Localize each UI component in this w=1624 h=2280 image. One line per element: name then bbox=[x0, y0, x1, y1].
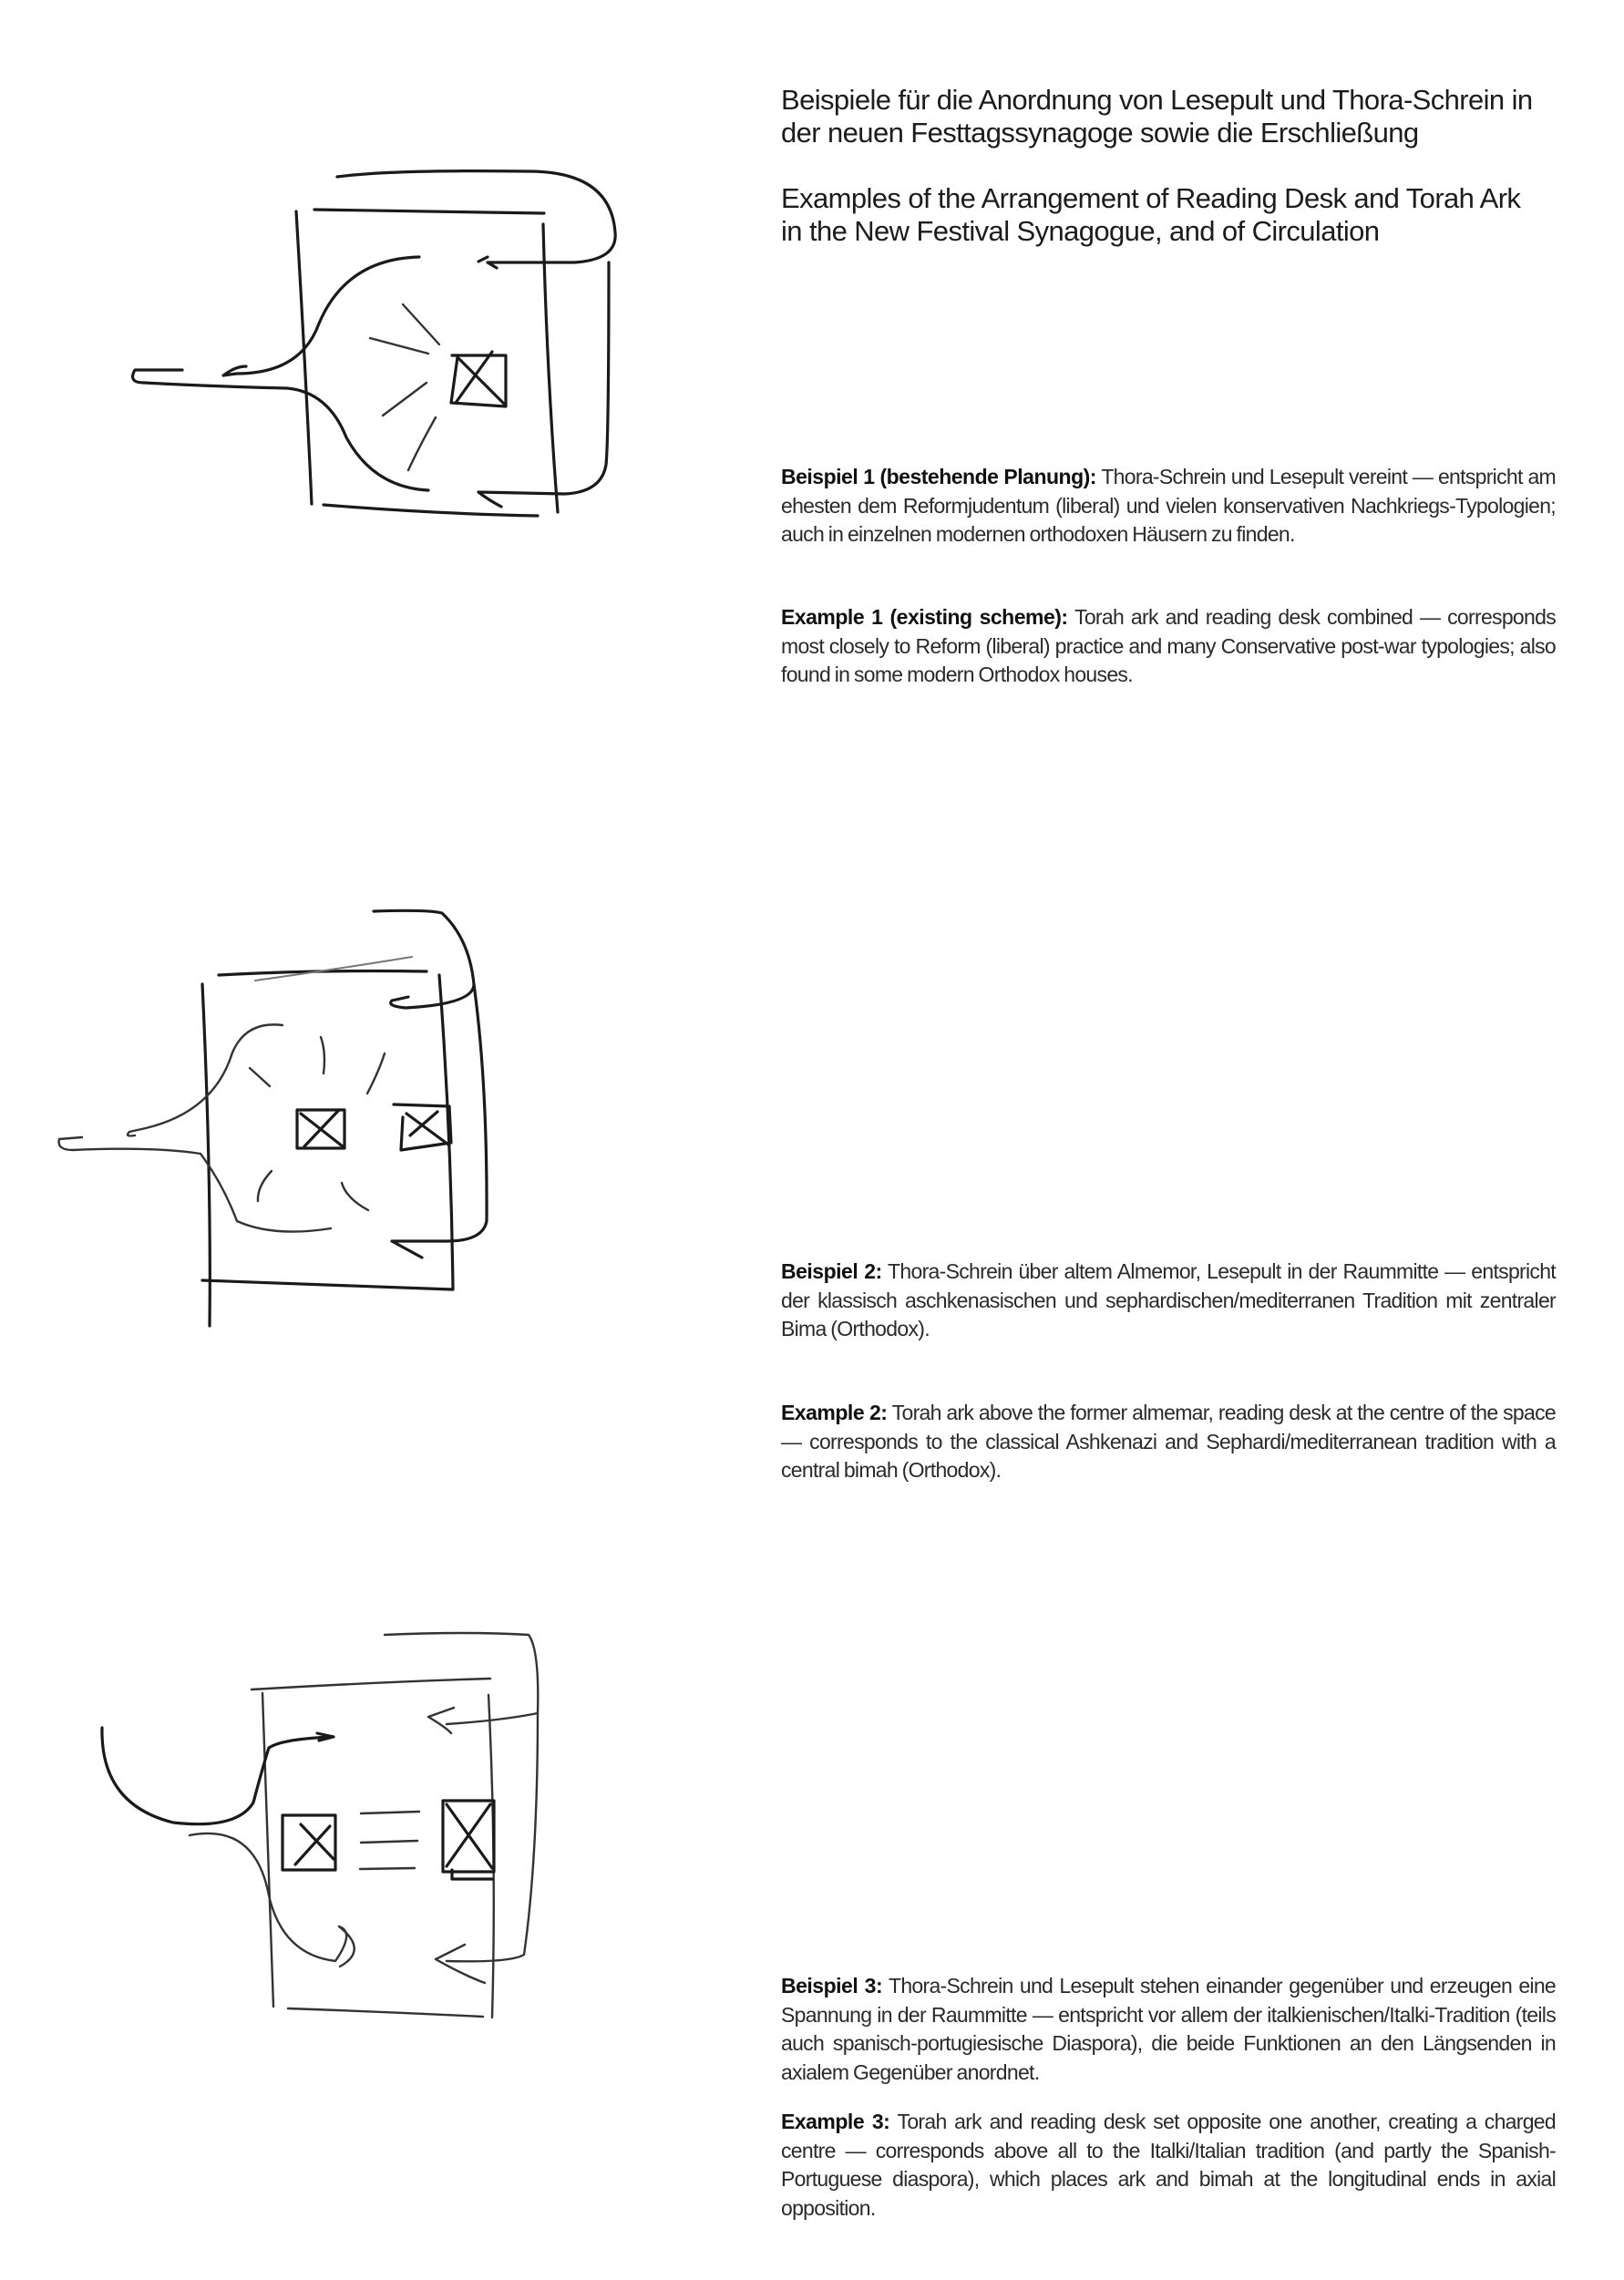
sketch-example-2 bbox=[46, 902, 638, 1340]
entry-flow-upper bbox=[102, 1728, 334, 1824]
sightline-3 bbox=[367, 1053, 385, 1094]
example-2-de-caption bbox=[781, 1258, 1556, 1344]
axis-line-3 bbox=[360, 1868, 415, 1869]
example-2-en-caption bbox=[781, 1399, 1556, 1485]
example-1-en-label: Example 1 (existing scheme): bbox=[781, 605, 1068, 629]
example-2-en-text: Torah ark above the former almemar, reading desk at the centre of the space — corresponds to the classical Ashkenazi and Sephardi/mediterranean tradition with a central bimah (Orthodox). bbox=[781, 1401, 1556, 1482]
entry-flow bbox=[59, 1024, 331, 1231]
heading-spacer bbox=[781, 149, 1556, 182]
wall-top-sketch bbox=[255, 957, 412, 981]
heading-de-line-2: der neuen Festtagssynagoge sowie die Erschließung bbox=[781, 117, 1419, 149]
example-3-de-label: Beispiel 3: bbox=[781, 1974, 883, 1998]
wall-left bbox=[262, 1693, 273, 2007]
entry-flow bbox=[133, 257, 428, 490]
wall-bottom bbox=[202, 1280, 452, 1289]
sketch-example-1 bbox=[118, 164, 647, 529]
heading-en-line-2: in the New Festival Synagogue, and of Circulation bbox=[781, 215, 1380, 247]
example-2-de-text: Thora-Schrein über altem Almemor, Lesepult in der Raummitte — entspricht der klassisch aschkenasischen und sephardischen/mediterranen Tradition mit zentraler Bima (Orthodox). bbox=[781, 1259, 1556, 1340]
torah-ark-icon bbox=[394, 1104, 451, 1150]
wall-right bbox=[543, 224, 558, 512]
sightline-4 bbox=[258, 1171, 272, 1201]
heading-de-line-1: Beispiele für die Anordnung von Lesepult und Thora-Schrein in bbox=[781, 84, 1533, 116]
sightline-1 bbox=[250, 1068, 270, 1086]
sketch-example-3 bbox=[82, 1631, 638, 2050]
example-1-en-caption bbox=[781, 603, 1556, 690]
wall-top bbox=[252, 1679, 490, 1689]
example-3-en-label: Example 3: bbox=[781, 2110, 890, 2133]
wall-top bbox=[314, 210, 544, 213]
example-1-en-text: Torah ark and reading desk combined — corresponds most closely to Reform (liberal) practice and many Conservative post-war typologies; also found in some modern Orthodox houses. bbox=[781, 605, 1557, 686]
circulation-loop-outer bbox=[337, 171, 615, 268]
sightline-3 bbox=[383, 383, 427, 416]
axis-line-1 bbox=[361, 1812, 419, 1813]
example-2-de-label: Beispiel 2: bbox=[781, 1259, 882, 1283]
example-1-de-text: Thora-Schrein und Lesepult vereint — entspricht am ehesten dem Reformjudentum (liberal) und vielen konservativen Nachkriegs-Typologien; auch in einzelnen modernen orthodoxen Häusern zu finden. bbox=[781, 465, 1556, 546]
heading-en-line-1: Examples of the Arrangement of Reading Desk and Torah Ark bbox=[781, 182, 1521, 214]
sightline-2 bbox=[370, 338, 428, 354]
wall-left bbox=[202, 984, 210, 1326]
circulation-loop-lower bbox=[478, 262, 609, 507]
sightline-5 bbox=[342, 1183, 368, 1210]
reading-desk-icon bbox=[283, 1815, 335, 1870]
sightline-1 bbox=[403, 304, 439, 344]
example-1-de-caption bbox=[781, 463, 1556, 549]
example-3-en-text: Torah ark and reading desk set opposite one another, creating a charged centre — corresponds above all to the Italki/Italian tradition (and partly the Spanish-Portuguese diaspora), which places ark and bimah at the longitudinal ends in axial opposition. bbox=[781, 2110, 1556, 2220]
example-1-de-label: Beispiel 1 (bestehende Planung): bbox=[781, 465, 1096, 488]
page-heading bbox=[781, 84, 1556, 248]
reading-desk-icon bbox=[297, 1110, 344, 1148]
wall-bottom bbox=[324, 505, 538, 516]
example-3-de-caption bbox=[781, 1972, 1556, 2087]
circulation-loop bbox=[374, 910, 487, 1258]
circulation-loop bbox=[385, 1633, 538, 1983]
example-2-en-label: Example 2: bbox=[781, 1401, 888, 1424]
axis-line-2 bbox=[361, 1841, 417, 1843]
sightline-4 bbox=[408, 417, 436, 470]
example-3-de-text: Thora-Schrein und Lesepult stehen einander gegenüber und erzeugen eine Spannung in der Raummitte — entspricht vor allem der italkienischen/Italki-Tradition (teils auch spanisch-portugiesische Diaspora), die beide Funktionen an den Längsenden in axialem Gegenüber anordnet. bbox=[781, 1974, 1557, 2084]
torah-ark-icon bbox=[443, 1801, 494, 1879]
torah-ark-reading-desk-icon bbox=[451, 352, 506, 406]
sightline-2 bbox=[321, 1037, 324, 1073]
wall-bottom bbox=[288, 2008, 483, 2017]
example-3-en-caption bbox=[781, 2108, 1556, 2223]
wall-left bbox=[296, 211, 312, 504]
